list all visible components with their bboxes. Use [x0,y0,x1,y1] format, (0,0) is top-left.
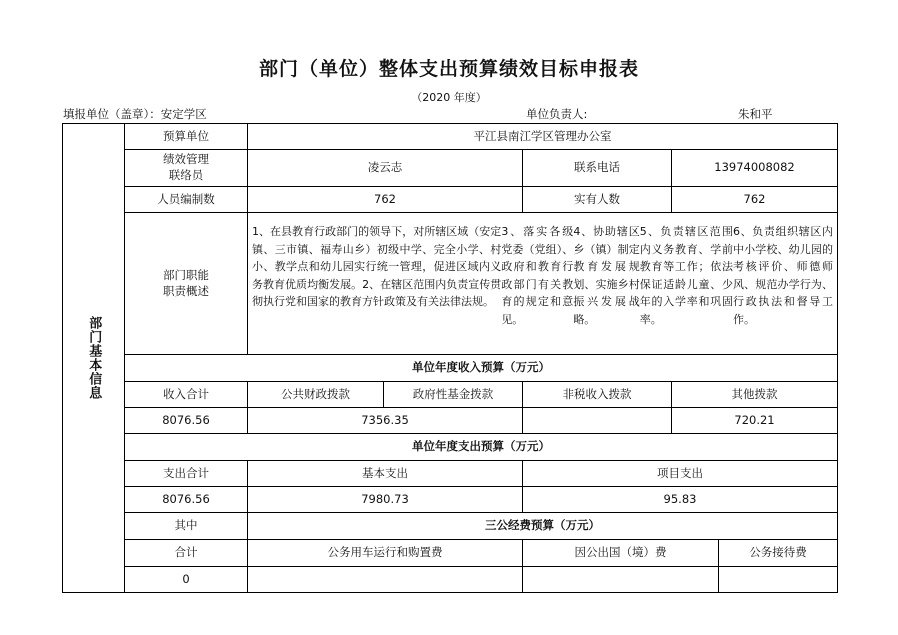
unit-head-name: 朱和平 [738,107,773,121]
sangong-header: 公务用车运行和购置费 [247,539,523,567]
expense-header: 项目支出 [522,460,838,487]
income-heading: 单位年度收入预算（万元） [124,354,838,382]
expense-value: 7980.73 [247,486,523,513]
expense-heading: 单位年度支出预算（万元） [124,433,838,461]
duties-label: 部门职能 职责概述 [124,212,248,355]
budget-unit-label: 预算单位 [124,123,248,150]
unit-head-label: 单位负责人: [526,107,588,121]
budget-unit-value: 平江县南江学区管理办公室 [247,123,838,150]
income-header: 收入合计 [124,381,248,408]
expense-value: 8076.56 [124,486,248,513]
phone-label: 联系电话 [522,149,672,187]
duty-item: 4、协助辖区乡（镇）制定教育发展规划、实施乡村振兴发展战略。 [573,225,640,326]
income-header: 公共财政拨款 [247,381,384,408]
phone-value: 13974008082 [671,149,838,187]
income-value [522,407,672,434]
income-value: 720.21 [671,407,838,434]
sangong-value [247,566,523,593]
income-header: 非税收入拨款 [522,381,672,408]
income-header: 其他拨款 [671,381,838,408]
page-title: 部门（单位）整体支出预算绩效目标申报表 [258,58,639,80]
expense-header: 支出合计 [124,460,248,487]
staff-label: 人员编制数 [124,186,248,213]
duty-item: 5、负责辖区范围内义务教育、学前教育等工作；依法保证适龄儿童、少年的入学率和巩固率。 [639,225,733,326]
sangong-value [522,566,719,593]
duty-item: 1、在县教育行政部门的领导下，对所辖区域（安定镇、三市镇、福寿山乡）初级中学、完全小学、村小、教学点和幼儿园实行统一管理，促进区域内义务教育优质均衡发展。2、在辖区范围内负责宣传贯彻执行党和国家的教育方针政策及有关法律法规。 [252,225,502,308]
income-header: 政府性基金拨款 [383,381,523,408]
income-value: 7356.35 [247,407,523,434]
sangong-header: 公务接待费 [718,539,838,567]
duties-text [247,212,838,355]
income-value: 8076.56 [124,407,248,434]
sangong-header: 因公出国（境）费 [522,539,719,567]
section-label: 部门基本信息 [62,123,125,593]
duty-item: 6、负责组织辖区内中小学校、幼儿园的考核评价、师德师风、规范办学行为、行政执法和督导工作。 [733,225,833,326]
expense-header: 基本支出 [247,460,523,487]
year-label: （2020 年度） [411,91,487,104]
fill-unit: 填报单位（盖章）：安定学区 [63,107,207,121]
duty-item: 3、落实各级党委（党组）、政府和教育行政部门有关教育的规定和意见。 [501,225,574,326]
sangong-header: 合计 [124,539,248,567]
sangong-heading: 三公经费预算（万元） [247,512,838,540]
contact-value: 凌云志 [247,149,523,187]
expense-value: 95.83 [522,486,838,513]
contact-label: 绩效管理 联络员 [124,149,248,187]
actual-label: 实有人数 [522,186,672,213]
actual-value: 762 [671,186,838,213]
among-label: 其中 [124,512,248,540]
staff-value: 762 [247,186,523,213]
sangong-value: 0 [124,566,248,593]
sangong-value [718,566,838,593]
